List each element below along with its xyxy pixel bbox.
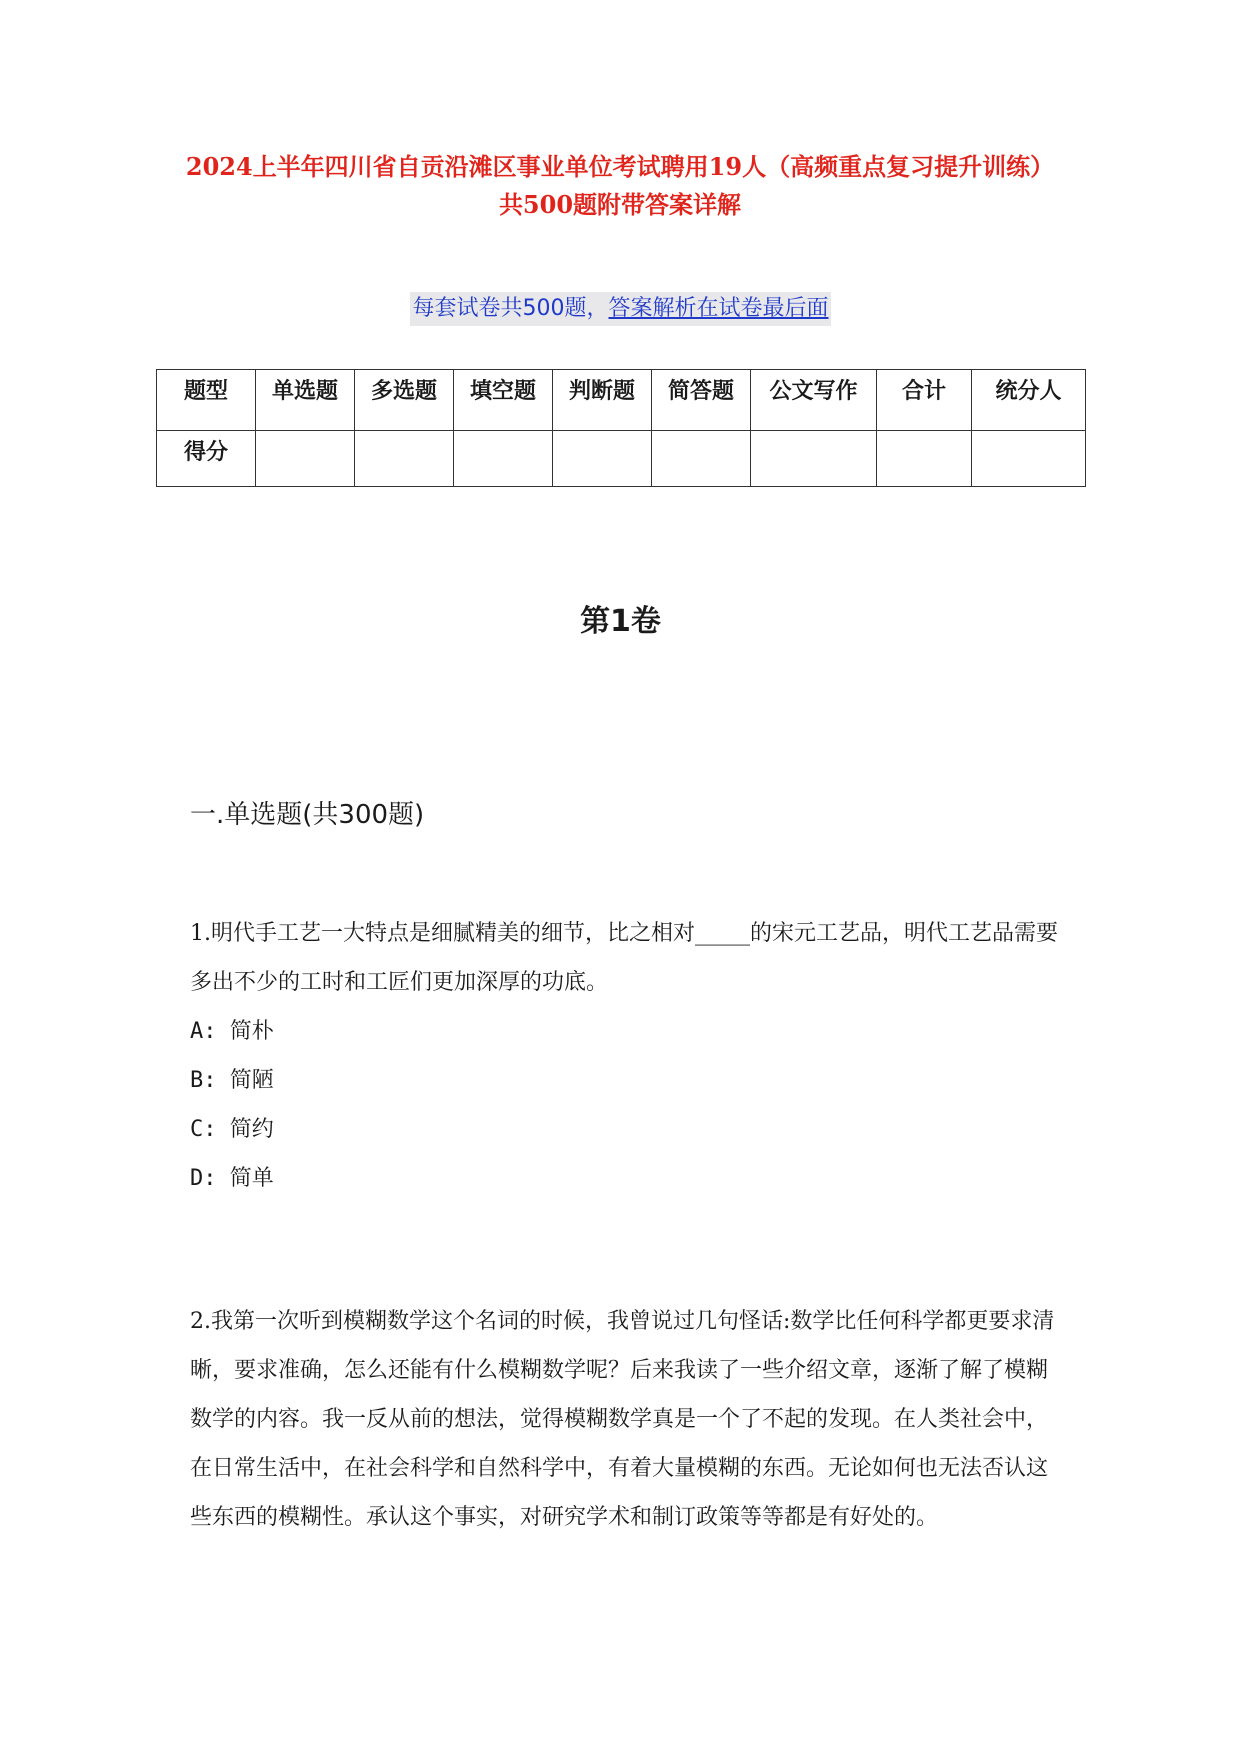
question-2 (190, 1297, 1060, 1542)
option-text: 简单 (229, 1166, 274, 1191)
option-a (190, 1007, 1060, 1056)
score-cell (256, 431, 355, 487)
volume-title: 第1卷 (580, 604, 661, 639)
score-cell (751, 431, 877, 487)
option-key: B: (190, 1068, 217, 1093)
header-cell-scorer: 统分人 (972, 370, 1086, 431)
option-text: 简朴 (229, 1019, 274, 1044)
score-table (156, 369, 1086, 487)
score-cell (553, 431, 652, 487)
subtitle-wrap (0, 292, 1241, 326)
score-cell (454, 431, 553, 487)
option-list (190, 1007, 1060, 1203)
section-title: 一.单选题(共300题) (190, 800, 425, 830)
header-cell-multiple-choice: 多选题 (355, 370, 454, 431)
header-cell-fill-blank: 填空题 (454, 370, 553, 431)
option-c (190, 1105, 1060, 1154)
score-table-score-row (157, 431, 1086, 487)
option-b (190, 1056, 1060, 1105)
option-key: C: (190, 1117, 217, 1142)
question-1 (190, 909, 1060, 1203)
subtitle-answer-note: 答案解析在试卷最后面 (608, 296, 829, 321)
header-cell-single-choice: 单选题 (256, 370, 355, 431)
option-text: 简陋 (229, 1068, 274, 1093)
header-cell-official-writing: 公文写作 (751, 370, 877, 431)
subtitle (410, 292, 830, 326)
score-table-header-row (157, 370, 1086, 431)
option-key: D: (190, 1166, 217, 1191)
header-cell-type: 题型 (157, 370, 256, 431)
header-cell-short-answer: 简答题 (652, 370, 751, 431)
option-key: A: (190, 1019, 217, 1044)
subtitle-separator: ， (586, 296, 609, 321)
question-text: 2.我第一次听到模糊数学这个名词的时候，我曾说过几句怪话:数学比任何科学都更要求清晰，要求准确，怎么还能有什么模糊数学呢？后来我读了一些介绍文章，逐渐了解了模糊数学的内容。我一反从前的想法，觉得模糊数学真是一个了不起的发现。在人类社会中，在日常生活中，在社会科学和自然科学中，有着大量模糊的东西。无论如何也无法否认这些东西的模糊性。承认这个事实，对研究学术和制订政策等等都是有好处的。 (190, 1309, 1055, 1530)
header-cell-total: 合计 (877, 370, 972, 431)
score-cell (355, 431, 454, 487)
score-cell (972, 431, 1086, 487)
score-cell (877, 431, 972, 487)
option-text: 简约 (229, 1117, 274, 1142)
score-cell (652, 431, 751, 487)
question-text: 1.明代手工艺一大特点是细腻精美的细节，比之相对_____的宋元工艺品，明代工艺品需要多出不少的工时和工匠们更加深厚的功底。 (190, 921, 1058, 995)
header-cell-true-false: 判断题 (553, 370, 652, 431)
subtitle-main: 每套试卷共500题 (412, 296, 587, 321)
option-d (190, 1154, 1060, 1203)
document-title: 2024上半年四川省自贡沿滩区事业单位考试聘用19人（高频重点复习提升训练）共500题附带答案详解 (185, 152, 1055, 219)
score-row-label: 得分 (157, 431, 256, 487)
